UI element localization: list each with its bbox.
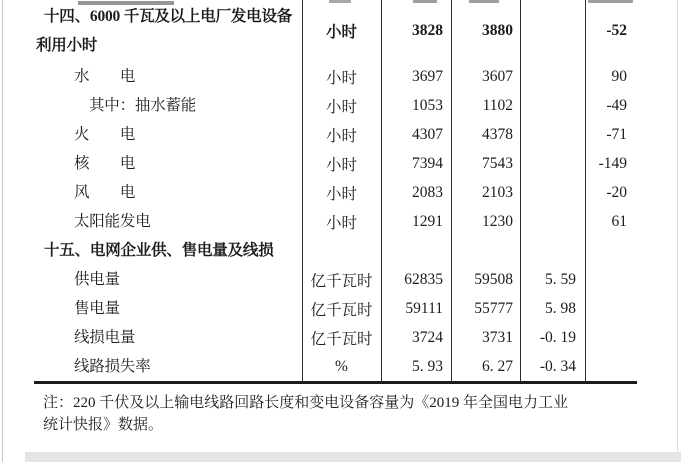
- difference-cell: -71: [606, 125, 627, 143]
- difference-cell: -20: [606, 183, 627, 201]
- page-bottom-shadow: [25, 452, 681, 462]
- table-row: [0, 236, 637, 265]
- current-value-cell: 4307: [412, 125, 443, 143]
- difference-cell: [585, 265, 637, 294]
- table-row: [0, 207, 637, 236]
- growth-rate-cell: 5. 98: [545, 299, 576, 317]
- current-value-cell: 1291: [412, 212, 443, 230]
- indicator-label-cell: [0, 265, 302, 294]
- previous-value-cell: 7543: [482, 154, 513, 172]
- difference-cell: 90: [611, 67, 627, 85]
- column-divider: [381, 0, 382, 383]
- indicator-label-cell: [0, 236, 302, 265]
- previous-value-cell: 3607: [482, 67, 513, 85]
- growth-rate-cell: 5. 59: [545, 270, 576, 288]
- unit-cell: [302, 236, 381, 265]
- table-row: [0, 120, 637, 149]
- current-value-cell: 5. 93: [412, 357, 443, 375]
- unit-cell: 小时: [325, 214, 357, 232]
- growth-rate-cell: [520, 91, 585, 120]
- table-row: [0, 178, 637, 207]
- indicator-label-cell: [0, 178, 302, 207]
- indicator-label-cell: [0, 294, 302, 323]
- indicator-label-cell: [0, 62, 302, 91]
- unit-cell: 亿千瓦时: [310, 301, 373, 319]
- unit-cell: 亿千瓦时: [310, 330, 373, 348]
- indicator-label: 线路损失率: [74, 358, 151, 375]
- growth-rate-cell: [520, 178, 585, 207]
- previous-value-cell: 3731: [482, 328, 513, 346]
- unit-cell: 小时: [325, 24, 357, 41]
- current-value-cell: 1053: [412, 96, 443, 114]
- unit-cell: 小时: [325, 98, 357, 116]
- table-row: [0, 62, 637, 91]
- previous-value-cell: 1230: [482, 212, 513, 230]
- unit-cell: 亿千瓦时: [310, 272, 373, 290]
- difference-cell: [585, 294, 637, 323]
- difference-cell: [585, 236, 637, 265]
- difference-cell: -49: [606, 96, 627, 114]
- current-value-cell: 62835: [404, 270, 443, 288]
- indicator-label-cell: [0, 0, 302, 62]
- growth-rate-cell: -0. 19: [539, 328, 576, 346]
- indicator-label-cell: [0, 207, 302, 236]
- indicator-label: 售电量: [74, 300, 120, 317]
- page-right-edge: [677, 0, 678, 452]
- table-footnote: 注：220 千伏及以上输电线路回路长度和变电设备容量为《2019 年全国电力工业统计快报》数据。: [43, 395, 569, 433]
- current-value-cell: 3828: [412, 22, 443, 39]
- indicator-label: 十四、6000 千瓦及以上电厂发电设备利用小时: [36, 8, 293, 54]
- indicator-label: 太阳能发电: [74, 213, 151, 230]
- indicator-label: 水 电: [74, 68, 136, 85]
- growth-rate-cell: -0. 34: [539, 357, 576, 375]
- column-divider: [451, 0, 452, 383]
- growth-rate-cell: [520, 149, 585, 178]
- table-row: [0, 323, 637, 352]
- unit-cell: 小时: [325, 185, 357, 203]
- indicator-label: 核 电: [74, 155, 136, 172]
- indicator-label: 供电量: [74, 271, 120, 288]
- indicator-label: 火 电: [74, 126, 136, 143]
- previous-value-cell: [451, 236, 520, 265]
- previous-value-cell: 4378: [482, 125, 513, 143]
- previous-value-cell: 1102: [482, 96, 513, 114]
- growth-rate-cell: [520, 120, 585, 149]
- unit-cell: %: [335, 357, 348, 375]
- previous-value-cell: 2103: [482, 183, 513, 201]
- table-row: [0, 265, 637, 294]
- difference-cell: [585, 323, 637, 352]
- current-value-cell: 2083: [412, 183, 443, 201]
- previous-value-cell: 59508: [474, 270, 513, 288]
- difference-cell: [585, 352, 637, 381]
- indicator-label: 其中：抽水蓄能: [89, 97, 197, 114]
- page-left-edge: [2, 0, 3, 462]
- table-row: [0, 0, 637, 62]
- current-value-cell: [381, 236, 451, 265]
- table-bottom-border: [34, 381, 637, 384]
- previous-value-cell: 3880: [482, 22, 513, 39]
- current-value-cell: 3697: [412, 67, 443, 85]
- growth-rate-cell: [520, 236, 585, 265]
- indicator-label-cell: [0, 323, 302, 352]
- table-row: [0, 91, 637, 120]
- current-value-cell: 7394: [412, 154, 443, 172]
- unit-cell: 小时: [325, 69, 357, 87]
- column-divider: [302, 0, 303, 383]
- indicator-label-cell: [0, 149, 302, 178]
- indicator-label-cell: [0, 120, 302, 149]
- indicator-label: 线损电量: [74, 329, 136, 346]
- table-row: [0, 294, 637, 323]
- growth-rate-cell: [520, 62, 585, 91]
- indicator-label: 十五、电网企业供、售电量及线损: [44, 242, 274, 259]
- difference-cell: -52: [606, 22, 627, 39]
- unit-cell: 小时: [325, 156, 357, 174]
- column-divider: [520, 0, 521, 383]
- previous-value-cell: 55777: [474, 299, 513, 317]
- difference-cell: 61: [611, 212, 627, 230]
- difference-cell: -149: [598, 154, 627, 172]
- current-value-cell: 3724: [412, 328, 443, 346]
- column-divider: [585, 0, 586, 383]
- growth-rate-cell: [520, 0, 585, 62]
- previous-value-cell: 6. 27: [482, 357, 513, 375]
- current-value-cell: 59111: [405, 299, 443, 317]
- indicator-label: 风 电: [74, 184, 136, 201]
- growth-rate-cell: [520, 207, 585, 236]
- table-row: [0, 352, 637, 381]
- unit-cell: 小时: [325, 127, 357, 145]
- table-row: [0, 149, 637, 178]
- indicator-label-cell: [0, 91, 302, 120]
- indicator-label-cell: [0, 352, 302, 381]
